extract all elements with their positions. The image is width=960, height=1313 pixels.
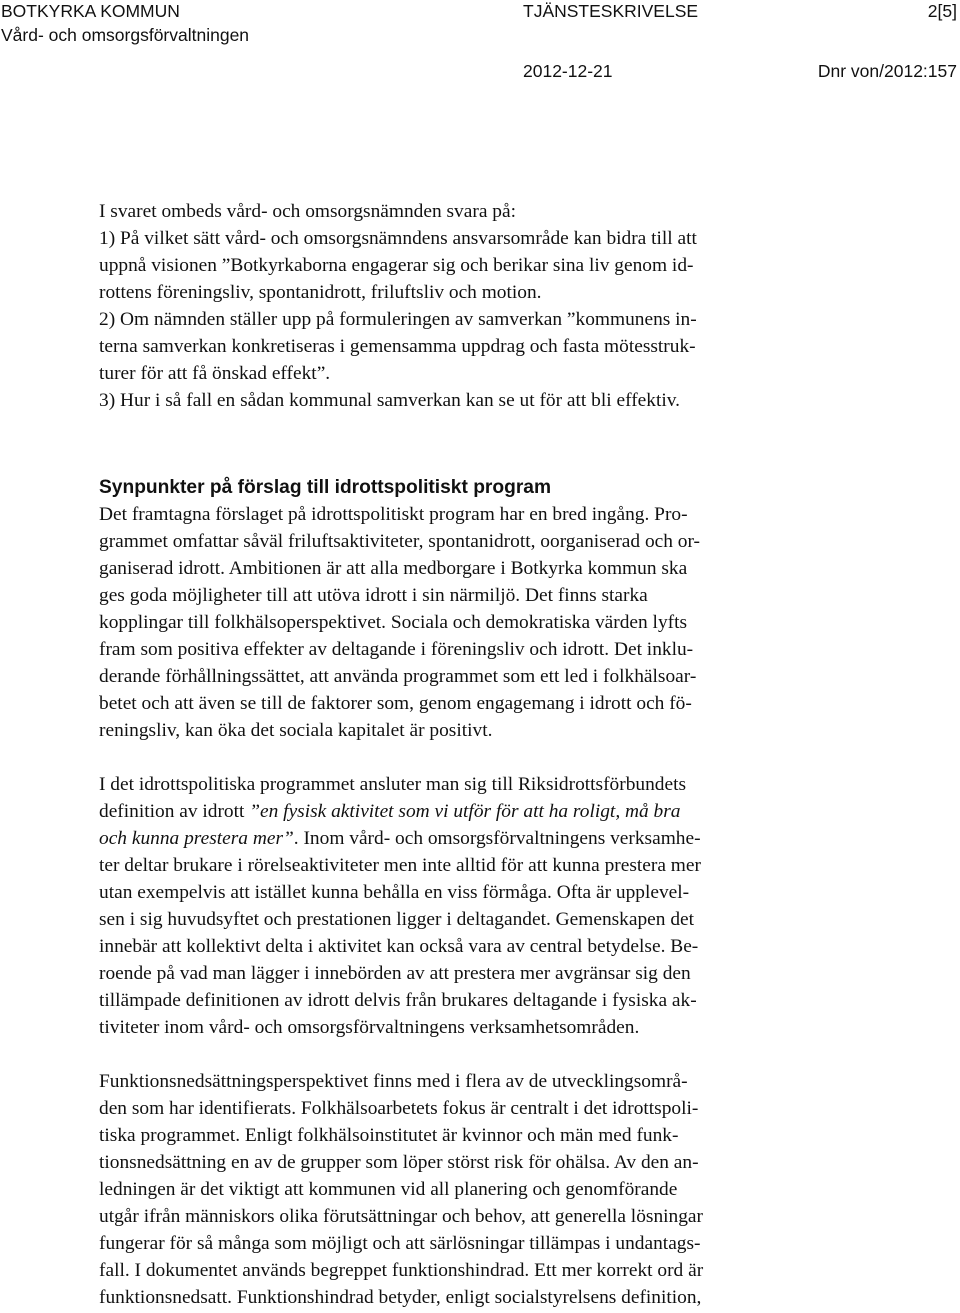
- paragraph-line: I det idrottspolitiska programmet ansluter man sig till Riksidrottsförbundets: [99, 774, 687, 795]
- paragraph-line: tiviteter inom vård- och omsorgsförvaltningens verksamhetsområden.: [99, 1017, 640, 1038]
- paragraph-line: kopplingar till folkhälsoperspektivet. Sociala och demokratiska värden lyfts: [99, 612, 688, 633]
- paragraph-line: tionsnedsättning en av de grupper som löper störst risk för ohälsa. Av den an-: [99, 1152, 699, 1173]
- paragraph-line: ter deltar brukare i rörelseaktiviteter men inte alltid för att kunna prestera mer: [99, 855, 701, 876]
- paragraph-line: roende på vad man lägger i innebörden av att prestera mer avgränsar sig den: [99, 963, 691, 984]
- paragraph-line: utgår ifrån människors olika förutsättningar och behov, att generella lösningar: [99, 1206, 703, 1227]
- paragraph-3: [99, 1068, 839, 1311]
- paragraph-line: fram som positiva effekter av deltagande i föreningsliv och idrott. Det inklu-: [99, 639, 694, 660]
- paragraph-line: sen i sig huvudsyftet och prestationen ligger i deltagandet. Gemenskapen det: [99, 909, 695, 930]
- paragraph-line: fall. I dokumentet används begreppet funktionshindrad. Ett mer korrekt ord är: [99, 1260, 704, 1281]
- page-number: 2[5]: [927, 1, 957, 21]
- question-line: 3) Hur i så fall en sådan kommunal samverkan kan se ut för att bli effektiv.: [99, 390, 681, 411]
- paragraph-line: Det framtagna förslaget på idrottspolitiskt program har en bred ingång. Pro-: [99, 504, 688, 525]
- question-intro: I svaret ombeds vård- och omsorgsnämnden svara på:: [99, 201, 516, 222]
- paragraph-line: ledningen är det viktigt att kommunen vid all planering och genomförande: [99, 1179, 678, 1200]
- definition-follow: . Inom vård- och omsorgsförvaltningens verksamhe-: [293, 828, 701, 849]
- definition-quote-end: och kunna prestera mer”: [99, 828, 294, 849]
- question-line: terna samverkan konkretiseras i gemensamma uppdrag och fasta mötesstruk-: [99, 336, 696, 357]
- question-line: 1) På vilket sätt vård- och omsorgsnämndens ansvarsområde kan bidra till att: [99, 228, 697, 249]
- paragraph-2: [99, 771, 839, 1041]
- paragraph-line: tillämpade definitionen av idrott delvis från brukares deltagande i fysiska ak-: [99, 990, 697, 1011]
- definition-intro: definition av idrott: [99, 801, 250, 822]
- question-line: uppnå visionen ”Botkyrkaborna engagerar sig och berikar sina liv genom id-: [99, 255, 694, 276]
- document-body: [99, 198, 839, 1311]
- paragraph-line: den som har identifierats. Folkhälsoarbetets fokus är centralt i det idrottspoli-: [99, 1098, 699, 1119]
- question-line: 2) Om nämnden ställer upp på formuleringen av samverkan ”kommunens in-: [99, 309, 697, 330]
- organization-name: BOTKYRKA KOMMUN: [1, 1, 180, 21]
- department-name: Vård- och omsorgsförvaltningen: [1, 25, 250, 45]
- paragraph-line: [99, 798, 839, 825]
- paragraph-line: reningsliv, kan öka det sociala kapitalet är positivt.: [99, 720, 493, 741]
- question-line: turer för att få önskad effekt”.: [99, 363, 331, 384]
- questions-block: [99, 198, 839, 414]
- question-line: rottens föreningsliv, spontanidrott, friluftsliv och motion.: [99, 282, 542, 303]
- paragraph-line: grammet omfattar såväl friluftsaktiviteter, spontanidrott, oorganiserad och or-: [99, 531, 701, 552]
- paragraph-line: fungerar för så många som möjligt och att särlösningar tillämpas i undantags-: [99, 1233, 701, 1254]
- section-heading: Synpunkter på förslag till idrottspolitiskt program: [99, 477, 552, 498]
- paragraph-line: funktionsnedsatt. Funktionshindrad betyder, enligt socialstyrelsens definition,: [99, 1287, 702, 1308]
- paragraph-line: utan exempelvis att istället kunna behålla en viss förmåga. Ofta är upplevel-: [99, 882, 690, 903]
- document-type: TJÄNSTESKRIVELSE: [523, 1, 699, 21]
- definition-quote: ”en fysisk aktivitet som vi utför för att ha roligt, må bra: [249, 801, 681, 822]
- paragraph-line: ges goda möjligheter till att utöva idrott i sin närmiljö. Det finns starka: [99, 585, 648, 606]
- paragraph-line: Funktionsnedsättningsperspektivet finns med i flera av de utvecklingsområ-: [99, 1071, 688, 1092]
- paragraph-line: tiska programmet. Enligt folkhälsoinstitutet är kvinnor och män med funk-: [99, 1125, 679, 1146]
- paragraph-line: [99, 825, 839, 852]
- document-date: 2012-12-21: [523, 61, 613, 81]
- paragraph-line: ganiserad idrott. Ambitionen är att alla medborgare i Botkyrka kommun ska: [99, 558, 688, 579]
- paragraph-1: [99, 501, 839, 744]
- paragraph-line: innebär att kollektivt delta i aktivitet kan också vara av central betydelse. Be-: [99, 936, 699, 957]
- reference-number: Dnr von/2012:157: [817, 61, 957, 81]
- paragraph-line: betet och att även se till de faktorer som, genom engagemang i idrott och fö-: [99, 693, 692, 714]
- paragraph-line: derande förhållningssättet, att använda programmet som ett led i folkhälsoar-: [99, 666, 697, 687]
